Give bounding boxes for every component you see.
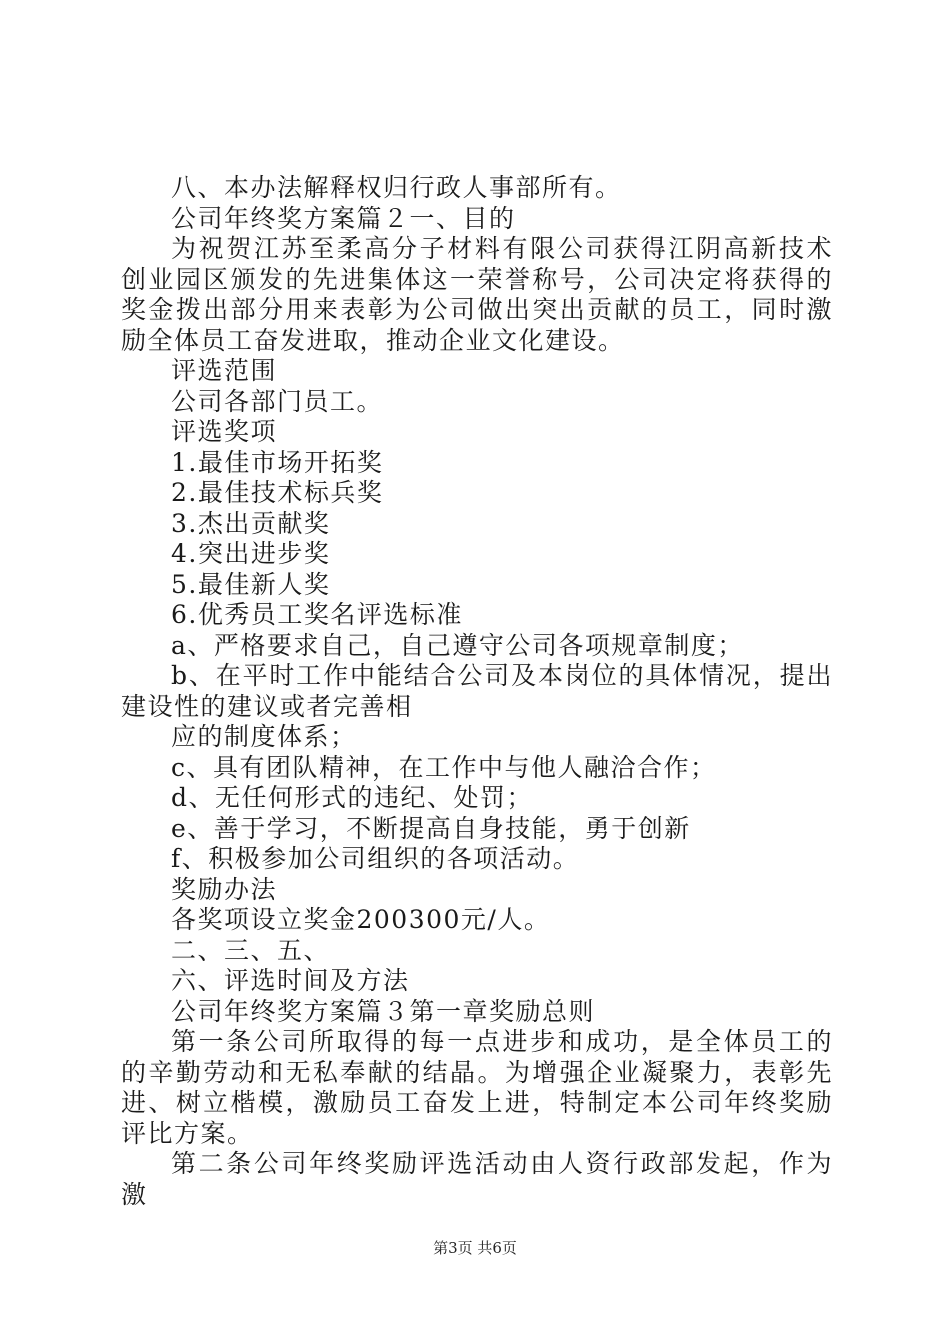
- criteria-item: a、严格要求自己，自己遵守公司各项规章制度；: [171, 630, 744, 660]
- paragraph: 各奖项设立奖金200300元/人。: [171, 905, 551, 934]
- section-heading: 公司年终奖方案篇２一、目的: [171, 203, 516, 233]
- document-body: [121, 173, 833, 1210]
- criteria-item: f、积极参加公司组织的各项活动。: [171, 844, 580, 873]
- criteria-item: e、善于学习，不断提高自身技能，勇于创新: [171, 813, 691, 843]
- list-item: 4.突出进步奖: [171, 539, 331, 568]
- criteria-item: c、具有团队精神，在工作中与他人融洽合作；: [171, 752, 717, 782]
- section-heading: 评选范围: [171, 356, 278, 385]
- list-item: 6.优秀员工奖名评选标准: [171, 600, 463, 629]
- paragraph: 公司各部门员工。: [171, 386, 384, 416]
- paragraph: 二、三、五、: [171, 935, 331, 965]
- list-item: 2.最佳技术标兵奖: [171, 478, 384, 507]
- paragraph: 第二条公司年终奖励评选活动由人资行政部发起，作为激: [121, 1149, 833, 1209]
- section-heading: 公司年终奖方案篇３第一章奖励总则: [171, 996, 596, 1026]
- page-footer: 第3页 共6页: [433, 1239, 517, 1257]
- criteria-item: b、在平时工作中能结合公司及本岗位的具体情况，提出建设性的建议或者完善相: [121, 661, 833, 721]
- paragraph: 八、本办法解释权归行政人事部所有。: [171, 173, 622, 202]
- section-heading: 评选奖项: [171, 417, 278, 446]
- section-heading: 六、评选时间及方法: [171, 966, 410, 995]
- list-item: 3.杰出贡献奖: [171, 508, 331, 538]
- list-item: 5.最佳新人奖: [171, 569, 331, 599]
- section-heading: 奖励办法: [171, 874, 278, 904]
- criteria-item: d、无任何形式的违纪、处罚；: [171, 783, 534, 812]
- paragraph: 为祝贺江苏至柔高分子材料有限公司获得江阴高新技术创业园区颁发的先进集体这一荣誉称号，公司决定将获得的奖金拨出部分用来表彰为公司做出突出贡献的员工，同时激励全体员工奋发进取，推动企业文化建设。: [121, 234, 833, 355]
- paragraph: 第一条公司所取得的每一点进步和成功，是全体员工的的辛勤劳动和无私奉献的结晶。为增强企业凝聚力，表彰先进、树立楷模，激励员工奋发上进，特制定本公司年终奖励评比方案。: [121, 1027, 833, 1148]
- criteria-item: 应的制度体系；: [171, 722, 357, 751]
- list-item: 1.最佳市场开拓奖: [171, 447, 384, 477]
